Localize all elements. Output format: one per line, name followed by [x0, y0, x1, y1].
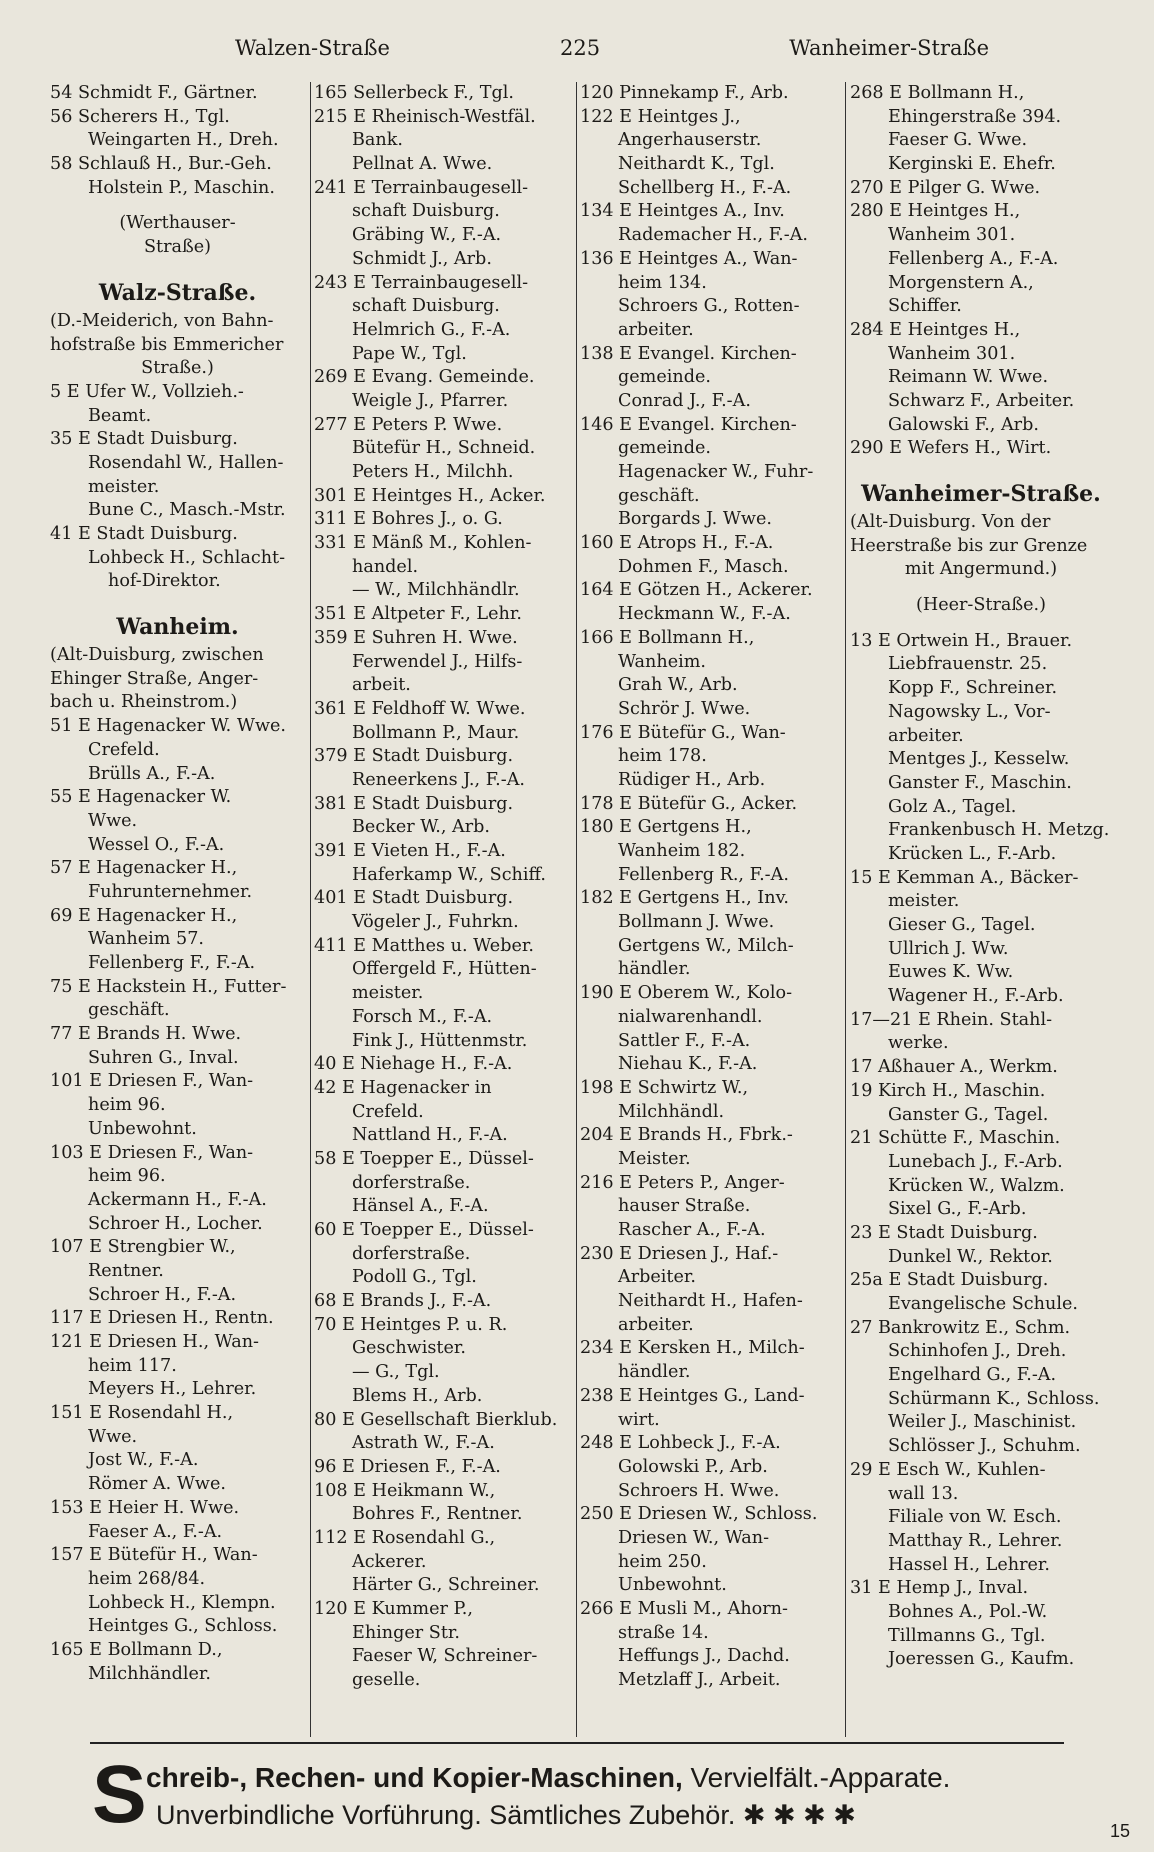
directory-entry: Tillmanns G., Tgl.: [888, 1625, 1046, 1646]
directory-entry: 134 E Heintges A., Inv.: [580, 201, 785, 222]
directory-entry: Peters H., Milchh.: [352, 462, 514, 482]
directory-entry: 198 E Schwirtz W.,: [580, 1077, 749, 1098]
directory-entry: Heckmann W., F.-A.: [618, 604, 791, 625]
directory-entry: 23 E Stadt Duisburg.: [850, 1222, 1038, 1243]
directory-entry: — G., Tgl.: [352, 1362, 440, 1383]
directory-entry: 70 E Heintges P. u. R.: [314, 1314, 508, 1335]
directory-entry: arbeit.: [352, 675, 411, 696]
directory-entry: Angerhauserstr.: [618, 130, 762, 151]
street-note: mit Angermund.): [904, 559, 1058, 580]
directory-entry: Schroers G., Rotten-: [618, 296, 800, 317]
running-header: [60, 36, 1114, 70]
directory-entry: 280 E Heintges H.,: [850, 201, 1021, 222]
ad-line-2: Unverbindliche Vorführung. Sämtliches Zubehör. ✱ ✱ ✱ ✱: [156, 1800, 856, 1830]
directory-entry: 215 E Rheinisch-Westfäl.: [314, 106, 536, 127]
directory-entry: Weingarten H., Dreh.: [88, 130, 279, 151]
street-note: (Alt-Duisburg, zwischen: [50, 645, 264, 666]
directory-entry: 182 E Gertgens H., Inv.: [580, 888, 790, 909]
directory-entry: Weigle J., Pfarrer.: [352, 390, 509, 411]
street-note: Straße): [143, 237, 212, 258]
directory-entry: Wanheim 182.: [618, 841, 746, 861]
directory-entry: Milchhändl.: [618, 1101, 725, 1122]
directory-entry: 160 E Atrops H., F.-A.: [580, 533, 774, 554]
directory-entry: Bütefür H., Schneid.: [352, 438, 536, 459]
directory-entry: Fuhrunternehmer.: [88, 881, 253, 902]
directory-entry: 178 E Bütefür G., Acker.: [580, 793, 798, 814]
directory-entry: 56 Scherers H., Tgl.: [50, 106, 230, 127]
directory-entry: Ehinger Str.: [352, 1622, 461, 1643]
directory-entry: 379 E Stadt Duisburg.: [314, 746, 514, 767]
directory-entry: schaft Duisburg.: [352, 296, 500, 317]
directory-entry: 107 E Strengbier W.,: [50, 1237, 236, 1258]
directory-entry: Fellenberg F., F.-A.: [88, 953, 256, 973]
directory-entry: 190 E Oberem W., Kolo-: [580, 983, 793, 1004]
street-note: bach u. Rheinstrom.): [50, 692, 238, 713]
directory-entry: Mentges J., Kesselw.: [888, 749, 1070, 770]
directory-entry: dorferstraße.: [352, 1243, 471, 1264]
directory-entry: Faeser G. Wwe.: [888, 130, 1028, 151]
directory-entry: Wanheim 301.: [888, 225, 1016, 246]
directory-entry: Wanheim 57.: [88, 929, 204, 950]
directory-entry: Blems H., Arb.: [352, 1385, 483, 1406]
directory-entry: Rentner.: [88, 1260, 164, 1281]
directory-entry: gemeinde.: [618, 438, 711, 459]
directory-entry: Ackermann H., F.-A.: [88, 1189, 267, 1210]
directory-entry: Frankenbusch H. Metzg.: [888, 820, 1110, 841]
directory-entry: Unbewohnt.: [88, 1118, 197, 1139]
directory-entry: 55 E Hagenacker W.: [50, 787, 232, 808]
directory-columns: [50, 82, 1110, 1737]
directory-entry: Bohres F., Rentner.: [352, 1504, 523, 1525]
directory-entry: Römer A. Wwe.: [88, 1474, 226, 1495]
directory-entry: 250 E Driesen W., Schloss.: [580, 1504, 818, 1525]
street-heading: Wanheim.: [116, 614, 239, 641]
directory-entry: 35 E Stadt Duisburg.: [50, 429, 238, 450]
directory-entry: Faeser W, Schreiner-: [352, 1646, 538, 1667]
directory-entry: 41 E Stadt Duisburg.: [50, 524, 238, 544]
directory-entry: heim 96.: [88, 1095, 166, 1116]
directory-entry: 153 E Heier H. Wwe.: [50, 1497, 240, 1518]
directory-entry: 216 E Peters P., Anger-: [580, 1172, 785, 1193]
directory-entry: Vögeler J., Fuhrkn.: [352, 912, 519, 933]
directory-entry: 17 Aßhauer A., Werkm.: [850, 1057, 1058, 1078]
directory-entry: 243 E Terrainbaugesell-: [314, 272, 529, 293]
directory-entry: Lohbeck H., Schlacht-: [88, 547, 286, 568]
directory-entry: gemeinde.: [618, 367, 711, 388]
directory-entry: Suhren G., Inval.: [88, 1047, 239, 1068]
directory-entry: Ackerer.: [352, 1551, 427, 1572]
directory-entry: arbeiter.: [618, 319, 694, 340]
directory-entry: geselle.: [352, 1670, 421, 1691]
directory-entry: Metzlaff J., Arbeit.: [618, 1670, 781, 1691]
directory-entry: Unbewohnt.: [618, 1575, 727, 1596]
directory-entry: Rascher A., F.-A.: [618, 1220, 766, 1240]
directory-entry: 103 E Driesen F., Wan-: [50, 1142, 254, 1163]
directory-entry: Niehau K., F.-A.: [618, 1054, 758, 1075]
directory-entry: Crefeld.: [88, 739, 160, 760]
directory-entry: Forsch M., F.-A.: [352, 1006, 493, 1027]
street-note: (Werthauser-: [119, 213, 236, 234]
directory-entry: Fellenberg A., F.-A.: [888, 248, 1059, 269]
directory-entry: Nattland H., F.-A.: [352, 1125, 508, 1146]
directory-entry: 361 E Feldhoff W. Wwe.: [314, 698, 526, 719]
directory-entry: 401 E Stadt Duisburg.: [314, 888, 514, 909]
directory-entry: 17—21 E Rhein. Stahl-: [850, 1009, 1053, 1030]
directory-entry: Beamt.: [88, 405, 152, 426]
directory-entry: — W., Milchhändlr.: [352, 580, 520, 601]
directory-entry: Wanheim 301.: [888, 343, 1016, 364]
directory-entry: Sattler F., F.-A.: [618, 1030, 751, 1051]
directory-entry: 284 E Heintges H.,: [850, 319, 1021, 340]
directory-entry: 381 E Stadt Duisburg.: [314, 793, 514, 814]
street-note: hofstraße bis Emmericher: [50, 334, 284, 355]
directory-column-4: [850, 82, 1112, 1737]
header-right-street: Wanheimer-Straße: [789, 36, 989, 60]
directory-entry: Schiffer.: [888, 296, 962, 317]
directory-entry: handel.: [352, 556, 419, 577]
directory-entry: Heffungs J., Dachd.: [618, 1646, 790, 1667]
directory-entry: 266 E Musli M., Ahorn-: [580, 1599, 788, 1619]
directory-entry: Jost W., F.-A.: [88, 1450, 199, 1471]
directory-entry: Bune C., Masch.-Mstr.: [88, 500, 286, 521]
directory-entry: Bollmann P., Maur.: [352, 722, 520, 743]
directory-entry: Nagowsky L., Vor-: [888, 701, 1051, 722]
directory-entry: Gräbing W., F.-A.: [352, 225, 502, 246]
directory-entry: 96 E Driesen F., F.-A.: [314, 1456, 501, 1477]
street-note: (Alt-Duisburg. Von der: [850, 512, 1051, 532]
directory-entry: Kerginski E. Ehefr.: [888, 154, 1056, 175]
directory-entry: heim 134.: [618, 272, 707, 293]
directory-entry: Bank.: [352, 130, 404, 151]
directory-entry: Neithardt K., Tgl.: [618, 154, 775, 175]
directory-entry: 108 E Heikmann W.,: [314, 1480, 496, 1501]
directory-entry: meister.: [352, 983, 424, 1004]
directory-entry: Driesen W., Wan-: [618, 1527, 770, 1548]
directory-entry: Pape W., Tgl.: [352, 343, 467, 364]
directory-entry: schaft Duisburg.: [352, 201, 500, 222]
directory-entry: Dohmen F., Masch.: [618, 556, 789, 577]
directory-entry: Bohnes A., Pol.-W.: [888, 1601, 1048, 1622]
directory-entry: Ferwendel J., Hilfs-: [352, 651, 523, 672]
directory-entry: heim 178.: [618, 746, 707, 767]
directory-entry: Brülls A., F.-A.: [88, 763, 216, 784]
directory-entry: 40 E Niehage H., F.-A.: [314, 1054, 513, 1075]
directory-entry: 5 E Ufer W., Vollzieh.-: [50, 381, 244, 402]
directory-entry: Rademacher H., F.-A.: [618, 225, 809, 246]
directory-entry: 101 E Driesen F., Wan-: [50, 1071, 254, 1092]
directory-entry: Reimann W. Wwe.: [888, 367, 1049, 388]
directory-entry: 359 E Suhren H. Wwe.: [314, 627, 518, 648]
directory-entry: Härter G., Schreiner.: [352, 1575, 540, 1596]
ad-line-1-bold: chreib-, Rechen- und Kopier-Maschinen,: [146, 1762, 683, 1793]
spacer: [850, 461, 1112, 473]
directory-column-1: [50, 82, 305, 1737]
directory-entry: 391 E Vieten H., F.-A.: [314, 841, 506, 861]
directory-entry: Offergeld F., Hütten-: [352, 959, 537, 980]
directory-entry: wall 13.: [888, 1483, 959, 1504]
directory-entry: 166 E Bollmann H.,: [580, 627, 755, 648]
directory-entry: Heintges G., Schloss.: [88, 1616, 278, 1637]
directory-entry: Rüdiger H., Arb.: [618, 769, 766, 790]
directory-entry: 60 E Toepper E., Düssel-: [314, 1220, 534, 1240]
directory-entry: werke.: [888, 1033, 949, 1054]
directory-entry: straße 14.: [618, 1622, 709, 1643]
directory-entry: Wwe.: [88, 810, 138, 831]
street-note: (Heer-Straße.): [915, 595, 1047, 616]
directory-entry: heim 268/84.: [88, 1568, 206, 1589]
directory-entry: Kopp F., Schreiner.: [888, 678, 1058, 699]
directory-entry: Schroer H., Locher.: [88, 1213, 263, 1234]
ad-line-1-rest: Vervielfält.-Apparate.: [682, 1762, 951, 1793]
directory-entry: 122 E Heintges J.,: [580, 106, 741, 127]
directory-entry: Golowski P., Arb.: [618, 1456, 768, 1477]
directory-entry: Wessel O., F.-A.: [88, 834, 225, 855]
directory-entry: 120 E Kummer P.,: [314, 1599, 473, 1619]
directory-entry: Schellberg H., F.-A.: [618, 177, 792, 198]
directory-entry: 351 E Altpeter F., Lehr.: [314, 604, 522, 625]
directory-entry: heim 96.: [88, 1166, 166, 1187]
directory-entry: wirt.: [618, 1409, 660, 1430]
directory-entry: 331 E Mänß M., Kohlen-: [314, 533, 532, 554]
directory-entry: Fink J., Hüttenmstr.: [352, 1030, 528, 1051]
directory-entry: 15 E Kemman A., Bäcker-: [850, 867, 1079, 888]
street-note: (D.-Meiderich, von Bahn-: [50, 310, 274, 331]
directory-entry: 277 E Peters P. Wwe.: [314, 414, 503, 435]
spacer: [50, 260, 305, 272]
directory-entry: Schlösser J., Schuhm.: [888, 1436, 1081, 1457]
directory-entry: 301 E Heintges H., Acker.: [314, 485, 546, 506]
directory-entry: 21 Schütte F., Maschin.: [850, 1128, 1061, 1149]
directory-entry: 80 E Gesellschaft Bierklub.: [314, 1409, 558, 1430]
sheet-number: 15: [1109, 1821, 1130, 1841]
directory-entry: Wanheim.: [618, 651, 707, 672]
directory-entry: arbeiter.: [618, 1314, 694, 1335]
directory-entry: Helmrich G., F.-A.: [352, 319, 511, 340]
directory-entry: Hänsel A., F.-A.: [352, 1196, 489, 1217]
page-number-header: 225: [560, 36, 601, 60]
directory-entry: Geschwister.: [352, 1338, 466, 1359]
directory-entry: 68 E Brands J., F.-A.: [314, 1291, 492, 1312]
directory-entry: 204 E Brands H., Fbrk.-: [580, 1125, 793, 1146]
directory-entry: 112 E Rosendahl G.,: [314, 1527, 496, 1548]
directory-entry: 42 E Hagenacker in: [314, 1077, 492, 1098]
directory-entry: Engelhard G., F.-A.: [888, 1365, 1057, 1386]
street-note: Ehinger Straße, Anger-: [50, 668, 259, 689]
directory-entry: 13 E Ortwein H., Brauer.: [850, 630, 1073, 651]
directory-entry: Borgards J. Wwe.: [618, 509, 772, 530]
directory-entry: 238 E Heintges G., Land-: [580, 1385, 805, 1406]
directory-entry: Pellnat A. Wwe.: [352, 154, 493, 175]
directory-entry: 311 E Bohres J., o. G.: [314, 509, 503, 530]
directory-entry: geschäft.: [618, 485, 700, 506]
directory-entry: 69 E Hagenacker H.,: [50, 905, 238, 926]
directory-entry: Schürmann K., Schloss.: [888, 1388, 1100, 1409]
directory-entry: Joeressen G., Kaufm.: [888, 1649, 1075, 1670]
directory-entry: 75 E Hackstein H., Futter-: [50, 976, 287, 997]
directory-entry: Becker W., Arb.: [352, 817, 491, 838]
directory-entry: Haferkamp W., Schiff.: [352, 864, 546, 885]
directory-entry: Holstein P., Maschin.: [88, 177, 275, 198]
directory-entry: Filiale von W. Esch.: [888, 1507, 1062, 1528]
directory-entry: Lunebach J., F.-Arb.: [888, 1151, 1063, 1172]
directory-entry: Matthay R., Lehrer.: [888, 1530, 1063, 1551]
ad-initial-letter: S: [92, 1749, 147, 1840]
directory-entry: Grah W., Arb.: [618, 675, 738, 696]
directory-entry: 269 E Evang. Gemeinde.: [314, 367, 535, 388]
directory-entry: 31 E Hemp J., Inval.: [850, 1578, 1029, 1599]
directory-entry: Hassel H., Lehrer.: [888, 1554, 1050, 1575]
directory-entry: 164 E Götzen H., Ackerer.: [580, 580, 813, 601]
footer-rule: [90, 1742, 1064, 1744]
directory-entry: 25a E Stadt Duisburg.: [850, 1270, 1049, 1291]
directory-entry: Morgenstern A.,: [888, 272, 1034, 293]
street-heading: Wanheimer-Straße.: [861, 481, 1101, 507]
directory-entry: heim 117.: [88, 1355, 177, 1376]
directory-entry: Ehingerstraße 394.: [888, 106, 1062, 127]
directory-entry: 290 E Wefers H., Wirt.: [850, 438, 1052, 459]
directory-entry: 138 E Evangel. Kirchen-: [580, 343, 797, 364]
street-note: Heerstraße bis zur Grenze: [850, 535, 1088, 556]
directory-entry: 248 E Lohbeck J., F.-A.: [580, 1433, 781, 1454]
directory-column-2: [314, 82, 572, 1737]
directory-entry: 120 Pinnekamp F., Arb.: [580, 83, 789, 103]
directory-entry: 180 E Gertgens H.,: [580, 817, 752, 838]
directory-entry: 29 E Esch W., Kuhlen-: [850, 1459, 1046, 1480]
directory-entry: Gieser G., Tagel.: [888, 915, 1036, 935]
directory-entry: Podoll G., Tgl.: [352, 1267, 477, 1288]
directory-entry: Wagener H., F.-Arb.: [888, 986, 1064, 1007]
directory-entry: Schrör J. Wwe.: [618, 698, 751, 719]
directory-entry: 176 E Bütefür G., Wan-: [580, 722, 786, 743]
ad-line-1: [146, 1762, 950, 1794]
directory-entry: Euwes K. Ww.: [888, 962, 1014, 983]
directory-entry: 54 Schmidt F., Gärtner.: [50, 83, 258, 103]
directory-entry: Reneerkens J., F.-A.: [352, 769, 526, 790]
directory-entry: Krücken L., F.-Arb.: [888, 843, 1057, 864]
directory-entry: Fellenberg R., F.-A.: [618, 864, 789, 885]
directory-entry: 411 E Matthes u. Weber.: [314, 935, 534, 956]
directory-entry: meister.: [88, 476, 160, 497]
directory-entry: Golz A., Tagel.: [888, 796, 1017, 817]
directory-column-3: [580, 82, 842, 1737]
directory-entry: Dunkel W., Rektor.: [888, 1246, 1053, 1267]
directory-entry: 157 E Bütefür H., Wan-: [50, 1545, 258, 1566]
directory-entry: hauser Straße.: [618, 1196, 751, 1217]
directory-entry: händler.: [618, 1362, 691, 1383]
directory-entry: Schmidt J., Arb.: [352, 248, 492, 269]
directory-entry: nialwarenhandl.: [618, 1006, 763, 1027]
directory-entry: Schroers H. Wwe.: [618, 1480, 780, 1501]
directory-entry: Ullrich J. Ww.: [888, 938, 1009, 959]
header-left-street: Walzen-Straße: [235, 36, 390, 60]
directory-entry: Ganster G., Tagel.: [888, 1104, 1049, 1125]
directory-entry: Bollmann J. Wwe.: [618, 912, 775, 933]
directory-entry: Astrath W., F.-A.: [352, 1433, 495, 1454]
directory-entry: 151 E Rosendahl H.,: [50, 1403, 234, 1424]
directory-entry: Schinhofen J., Dreh.: [888, 1341, 1067, 1362]
directory-entry: Conrad J., F.-A.: [618, 390, 751, 411]
directory-entry: Meister.: [618, 1148, 691, 1169]
directory-entry: 27 Bankrowitz E., Schm.: [850, 1317, 1071, 1338]
directory-entry: 51 E Hagenacker W. Wwe.: [50, 716, 287, 737]
directory-entry: 117 E Driesen H., Rentn.: [50, 1308, 274, 1329]
directory-entry: 270 E Pilger G. Wwe.: [850, 177, 1041, 198]
directory-entry: Wwe.: [88, 1426, 138, 1447]
directory-entry: 165 Sellerbeck F., Tgl.: [314, 83, 514, 103]
directory-entry: heim 250.: [618, 1551, 707, 1572]
directory-entry: 146 E Evangel. Kirchen-: [580, 414, 797, 435]
spacer: [850, 582, 1112, 594]
directory-entry: 19 Kirch H., Maschin.: [850, 1080, 1046, 1101]
directory-entry: Ganster F., Maschin.: [888, 772, 1072, 793]
directory-entry: Schroer H., F.-A.: [88, 1284, 237, 1305]
directory-entry: 241 E Terrainbaugesell-: [314, 177, 529, 198]
directory-entry: Neithardt H., Hafen-: [618, 1291, 803, 1312]
directory-entry: Sixel G., F.-Arb.: [888, 1199, 1027, 1220]
directory-entry: Liebfrauenstr. 25.: [888, 654, 1048, 675]
directory-entry: Faeser A., F.-A.: [88, 1521, 223, 1542]
directory-entry: Schwarz F., Arbeiter.: [888, 390, 1075, 411]
directory-entry: 58 E Toepper E., Düssel-: [314, 1148, 534, 1169]
directory-entry: 268 E Bollmann H.,: [850, 83, 1025, 103]
spacer: [850, 618, 1112, 630]
spacer: [50, 594, 305, 606]
directory-entry: händler.: [618, 959, 691, 980]
directory-entry: Krücken W., Walzm.: [888, 1175, 1065, 1196]
directory-entry: 234 E Kersken H., Milch-: [580, 1338, 805, 1359]
directory-entry: Rosendahl W., Hallen-: [88, 452, 284, 473]
directory-entry: Lohbeck H., Klempn.: [88, 1592, 276, 1613]
directory-entry: 230 E Driesen J., Haf.-: [580, 1243, 779, 1264]
directory-entry: Crefeld.: [352, 1101, 424, 1122]
street-heading: Walz-Straße.: [98, 279, 257, 306]
directory-entry: geschäft.: [88, 1000, 170, 1021]
directory-entry: meister.: [888, 891, 960, 912]
directory-entry: 57 E Hagenacker H.,: [50, 858, 238, 879]
directory-entry: Weiler J., Maschinist.: [888, 1412, 1077, 1433]
directory-entry: dorferstraße.: [352, 1172, 471, 1193]
directory-entry: 136 E Heintges A., Wan-: [580, 248, 798, 269]
directory-entry: 58 Schlauß H., Bur.-Geh.: [50, 154, 272, 175]
directory-entry: Gertgens W., Milch-: [618, 935, 794, 956]
directory-entry: 77 E Brands H. Wwe.: [50, 1024, 242, 1045]
spacer: [50, 200, 305, 212]
directory-entry: Milchhändler.: [88, 1663, 211, 1684]
directory-entry: arbeiter.: [888, 725, 964, 746]
directory-entry: Arbeiter.: [618, 1267, 696, 1288]
directory-entry: Galowski F., Arb.: [888, 414, 1039, 435]
advertisement-footer: [92, 1749, 1092, 1844]
street-note: Straße.): [141, 358, 214, 379]
directory-entry: Evangelische Schule.: [888, 1294, 1078, 1314]
directory-entry: 165 E Bollmann D.,: [50, 1639, 223, 1660]
directory-entry: 121 E Driesen H., Wan-: [50, 1332, 259, 1352]
directory-entry: hof-Direktor.: [108, 571, 221, 592]
directory-entry: Meyers H., Lehrer.: [88, 1379, 257, 1400]
directory-entry: Hagenacker W., Fuhr-: [618, 462, 814, 482]
